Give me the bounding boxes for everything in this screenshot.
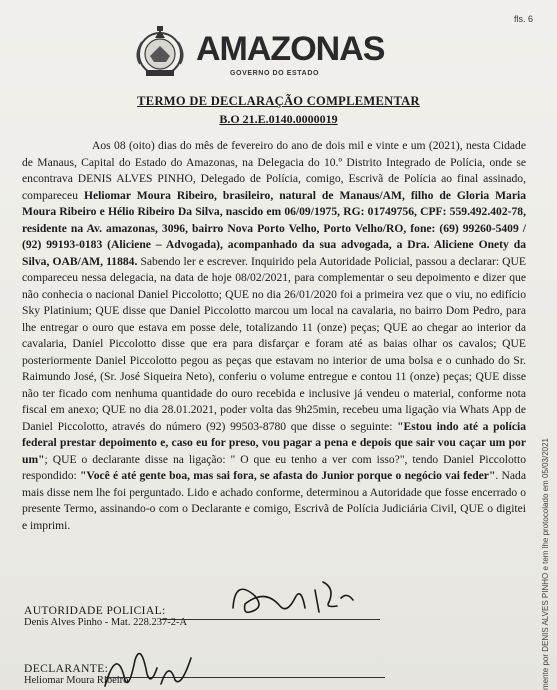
quote-threat: "Estou indo até a polícia federal prestar depoimento e, caso eu for preso, vou pagar a pena e depois que sair vou caçar um por um" [22, 419, 526, 466]
authority-signature-block [24, 605, 187, 628]
authority-label: AUTORIDADE POLICIAL: [24, 605, 166, 617]
state-name: AMAZONAS [196, 30, 385, 68]
authority-name: Denis Alves Pinho - Mat. 228.237-2-A [24, 617, 188, 628]
document-title: TERMO DE DECLARAÇÃO COMPLEMENTAR [137, 94, 420, 108]
intro-text: Aos 08 (oito) dias do mês de fevereiro do ano de dois mil e vinte e um (2021), nesta Cidade de Manaus, Capital do Estado do Amazonas, na Delegacia do 10.º Distrito Integrado de Polícia, onde se encontrava DENIS ALVES PINHO, Delegado de Polícia, comigo, Escrivã de Polícia ao final assinado, compareceu [22, 139, 526, 202]
margin-stamp-text: mente por DENIS ALVES PINHO e tem lhe protocolado em 05/03/2021 [541, 438, 550, 690]
letterhead [130, 22, 385, 80]
page-number: fls. 6 [513, 14, 533, 24]
declarant-handwritten-signature [95, 640, 215, 690]
testimony-text: Sabendo ler e escrever. Inquirido pela Autoridade Policial, passou a declarar: QUE compareceu nessa delegacia, na data de hoje 08/02/2021, para complementar o seu depoimento e dizer que não conhecia o nacional Daniel Piccolotto; QUE no dia 26/01/2020 foi a primeira vez que o viu, no edifício Sky Platinium; QUE disse que Daniel Piccolotto marcou um local na cavalaria, no bairro Dom Pedro, para lhe entregar o ouro que estava em posse dele, totalizando 11 (onze) peças; QUE ao chegar ao interior da cavalaria, Daniel Piccolotto disse que era para disfarçar e foram até as baias olhar os cavalos; QUE posteriormente Daniel Piccolotto pegou as peças que estavam no interior de uma bolsa e o cunhado do Sr. Raimundo José, (Sr. José Siqueira Neto), conferiu o volume entregue e contou 11 (onze) peças; QUE disse não ter ficado com nenhuma quantidade do ouro recebida e inclusive já vendeu o material, conforme nota fiscal em anexo; QUE no dia 28.01.2021, poder volta das 9h25min, recebeu uma ligação via Whats App de Daniel Piccolotto, através do número (92) 99503-8780 que disse o seguinte: [22, 254, 527, 433]
state-crest-icon [130, 24, 190, 80]
declaration-paragraph [22, 138, 526, 534]
declarant-details: Heliomar Moura Ribeiro, brasileiro, natural de Manaus/AM, filho de Gloria Maria Moura Ribeiro e Hélio Ribeiro Da Silva, nascido em 06/09/1975, RG: 01749756, CPF: 559.492.402-78, residente na Av. amazonas, 3096, bairro Nova Porto Velho, Porto Velho/RO, fone: (69) 99260-5409 / (92) 99193-0183 (Aliciene – Advogada), acompanhado da sua advogada, a Dra. Aliciene Onety da Silva, OAB/AM, 11884. [22, 188, 526, 268]
declarant-label: DECLARANTE: [24, 663, 109, 675]
testimony-text-2: ; QUE o declarante disse na ligação: " O que eu tenho a ver com isso?", tendo Daniel Piccolotto respondido: [22, 452, 526, 482]
quote-response: "Você é até gente boa, mas sai fora, se afasta do Junior porque o negócio vai feder" [79, 469, 496, 482]
government-subtitle: GOVERNO DO ESTADO [230, 70, 320, 77]
bo-number: B.O 21.E.0140.0000019 [219, 112, 338, 126]
authority-handwritten-signature [225, 568, 365, 623]
closing-text: . Nada mais disse nem lhe foi perguntado. Lido e achado conforme, determinou a Autoridade que fosse encerrado o presente Termo, assinando-o com o Declarante e comigo, Escrivã de Polícia Judiciária Civil, QUE o digitei e imprimi. [22, 469, 527, 532]
declarant-name: Heliomar Moura Ribeiro [24, 675, 129, 686]
declaration-body [22, 138, 526, 534]
